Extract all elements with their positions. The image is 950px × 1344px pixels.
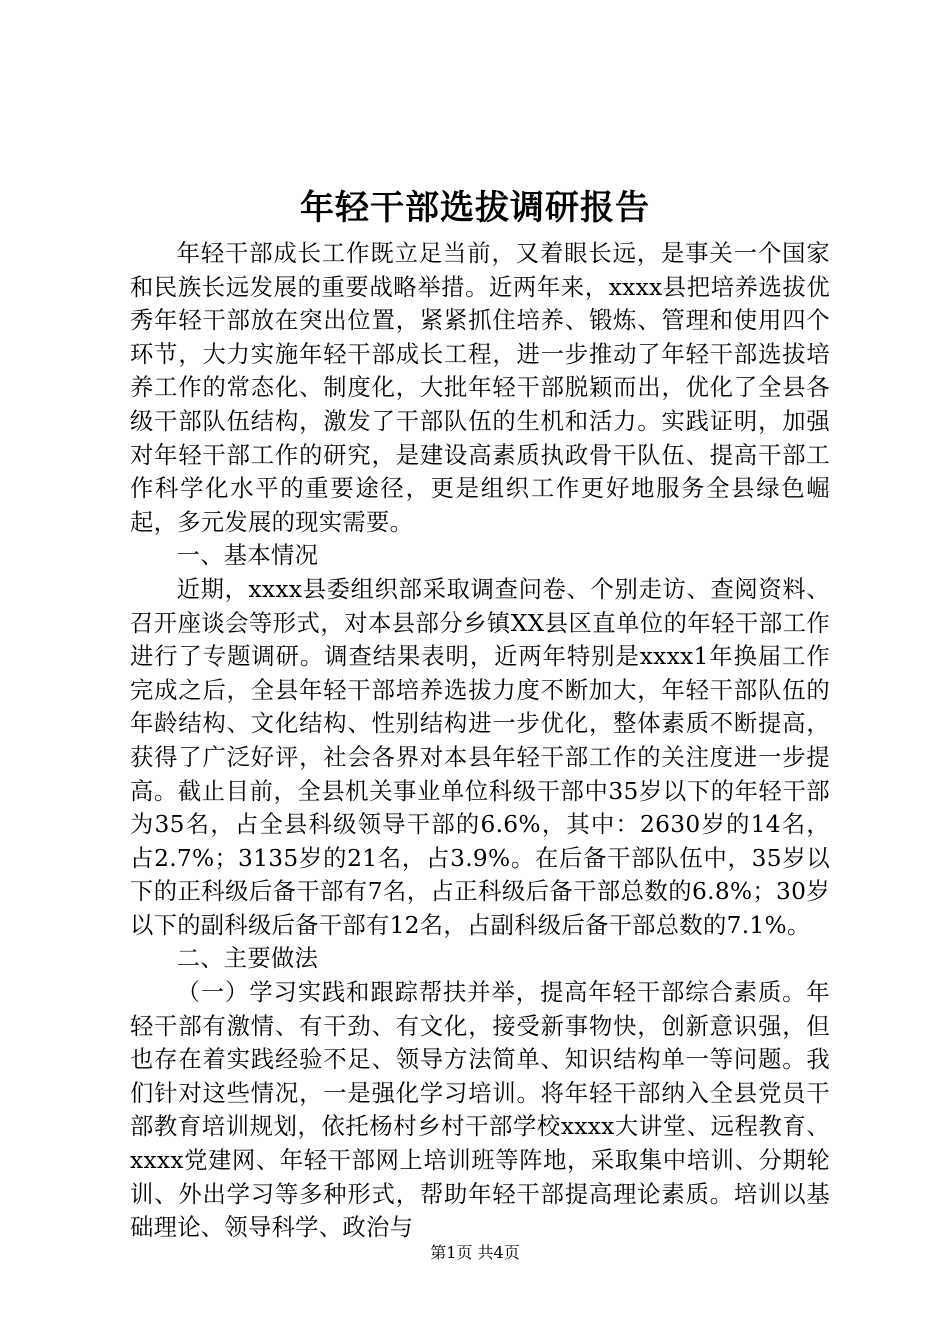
paragraph-basic-situation: 近期，xxxx县委组织部采取调查问卷、个别走访、查阅资料、召开座谈会等形式，对本县部分乡镇XX县区直单位的年轻干部工作进行了专题调研。调查结果表明，近两年特别是xxxx1年换届工作完成之后，全县年轻干部培养选拔力度不断加大，年轻干部队伍的年龄结构、文化结构、性别结构进一步优化，整体素质不断提高，获得了广泛好评，社会各界对本县年轻干部工作的关注度进一步提高。截止目前，全县机关事业单位科级干部中35岁以下的年轻干部为35名，占全县科级领导干部的6.6%，其中：2630岁的14名，占2.7%；3135岁的21名，占3.9%。在后备干部队伍中，35岁以下的正科级后备干部有7名，占正科级后备干部总数的6.8%；30岁以下的副科级后备干部有12名，占副科级后备干部总数的7.1%。 <box>130 575 830 939</box>
paragraph-main-practices: （一）学习实践和跟踪帮扶并举，提高年轻干部综合素质。年轻干部有激情、有干劲、有文化，接受新事物快，创新意识强，但也存在着实践经验不足、领导方法简单、知识结构单一等问题。我们针对这些情况，一是强化学习培训。将年轻干部纳入全县党员干部教育培训规划，依托杨村乡村干部学校xxxx大讲堂、远程教育、xxxx党建网、年轻干部网上培训班等阵地，采取集中培训、分期轮训、外出学习等多种形式，帮助年轻干部提高理论素质。培训以基础理论、领导科学、政治与 <box>130 979 830 1242</box>
section-heading-basic-situation: 一、基本情况 <box>176 542 319 570</box>
page-number: 第1页 共4页 <box>430 1243 520 1262</box>
section-heading-main-practices: 二、主要做法 <box>176 945 319 973</box>
document-title: 年轻干部选拔调研报告 <box>300 188 650 228</box>
document-body <box>130 237 830 1245</box>
paragraph-intro: 年轻干部成长工作既立足当前，又着眼长远，是事关一个国家和民族长远发展的重要战略举措。近两年来，xxxx县把培养选拔优秀年轻干部放在突出位置，紧紧抓住培养、锻炼、管理和使用四个环节，大力实施年轻干部成长工程，进一步推动了年轻干部选拔培养工作的常态化、制度化，大批年轻干部脱颖而出，优化了全县各级干部队伍结构，激发了干部队伍的生机和活力。实践证明，加强对年轻干部工作的研究，是建设高素质执政骨干队伍、提高干部工作科学化水平的重要途径，更是组织工作更好地服务全县绿色崛起，多元发展的现实需要。 <box>130 240 830 536</box>
